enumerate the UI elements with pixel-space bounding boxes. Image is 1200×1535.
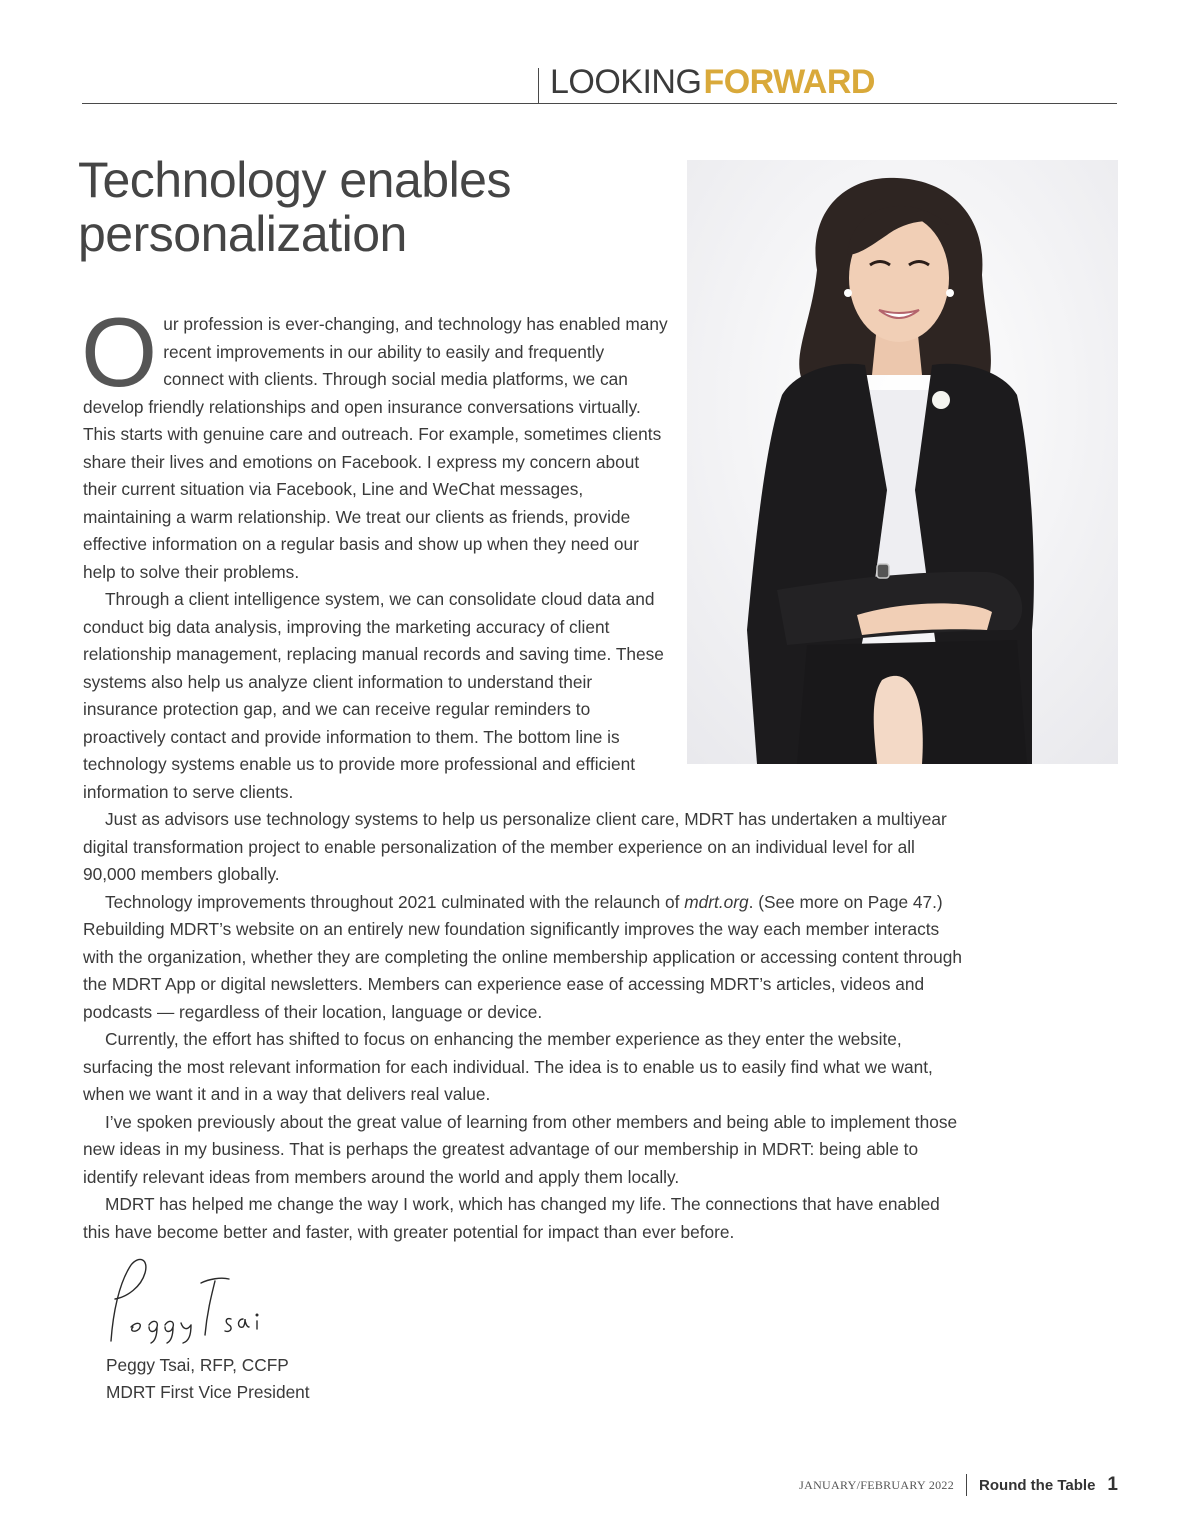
mdrt-org-reference: mdrt.org bbox=[684, 891, 749, 912]
author-name: Peggy Tsai, RFP, CCFP bbox=[106, 1355, 289, 1375]
header-separator bbox=[538, 68, 539, 104]
section-label bbox=[550, 60, 875, 104]
section-label-word1: LOOKING bbox=[550, 63, 702, 101]
paragraph-6: I’ve spoken previously about the great value of learning from other members and being able to implement those new ideas in my business. That is perhaps the greatest advantage of our membership in MDRT: being able to identify relevant ideas from members around the world and apply them locally. bbox=[83, 1111, 958, 1187]
paragraph-4-text-a: Technology improvements throughout 2021 culminated with the relaunch of bbox=[105, 891, 685, 912]
footer-separator bbox=[966, 1474, 967, 1496]
page-number: 1 bbox=[1107, 1474, 1118, 1495]
magazine-name: Round the Table bbox=[979, 1476, 1096, 1494]
paragraph-3: Just as advisors use technology systems to help us personalize client care, MDRT has undertaken a multiyear digital transformation project to enable personalization of the member experience on an individual level for all 90,000 members globally. bbox=[83, 809, 947, 884]
article-title: Technology enables personalization bbox=[78, 152, 511, 262]
paragraph-2: Through a client intelligence system, we can consolidate cloud data and conduct big data analysis, improving the marketing accuracy of client relationship management, replacing manual records and saving time. These systems also help us analyze client information to understand their insurance protection gap, and we can receive regular reminders to proactively contact and provide information to them. The bottom line is technology systems enable us to provide more professional and efficient information to serve clients. bbox=[83, 589, 664, 802]
section-label-word2: FORWARD bbox=[703, 63, 875, 101]
paragraph-4 bbox=[83, 889, 968, 1027]
handwritten-signature bbox=[105, 1253, 265, 1353]
author-title: MDRT First Vice President bbox=[106, 1382, 310, 1402]
paragraph-1-text: ur profession is ever-changing, and technology has enabled many recent improvements in our ability to easily and frequently connect with clients. Through social media platforms, we can develop friendly relationships and open insurance conversations virtually. This starts with genuine care and outreach. For example, sometimes clients share their lives and emotions on Facebook. I express my concern about their current situation via Facebook, Line and WeChat messages, maintaining a warm relationship. We treat our clients as friends, provide effective information on a regular basis and show up when they need our help to solve their problems. bbox=[83, 314, 668, 582]
header-rule bbox=[82, 103, 1117, 104]
drop-cap: O bbox=[81, 297, 158, 407]
issue-date: JANUARY/FEBRUARY 2022 bbox=[799, 1477, 955, 1492]
paragraph-7: MDRT has helped me change the way I work, which has changed my life. The connections that have enabled this have become better and faster, with greater potential for impact than ever before. bbox=[83, 1194, 940, 1242]
article-body bbox=[81, 297, 968, 1246]
photo-wrap-spacer bbox=[668, 311, 968, 791]
paragraph-4-text-b: . (See more on Page 47.) Rebuilding MDRT’s website on an entirely new foundation significantly improves the way each member interacts with the organization, whether they are completing the online membership application or accessing content through the MDRT App or digital newsletters. Members can experience ease of accessing MDRT’s articles, videos and podcasts — regardless of their location, language or device. bbox=[83, 891, 962, 1022]
page-footer bbox=[799, 1470, 1118, 1500]
paragraph-5: Currently, the effort has shifted to focus on enhancing the member experience as they enter the website, surfacing the most relevant information for each individual. The idea is to enable us to easily find what we want, when we want it and in a way that delivers real value. bbox=[83, 1029, 933, 1104]
